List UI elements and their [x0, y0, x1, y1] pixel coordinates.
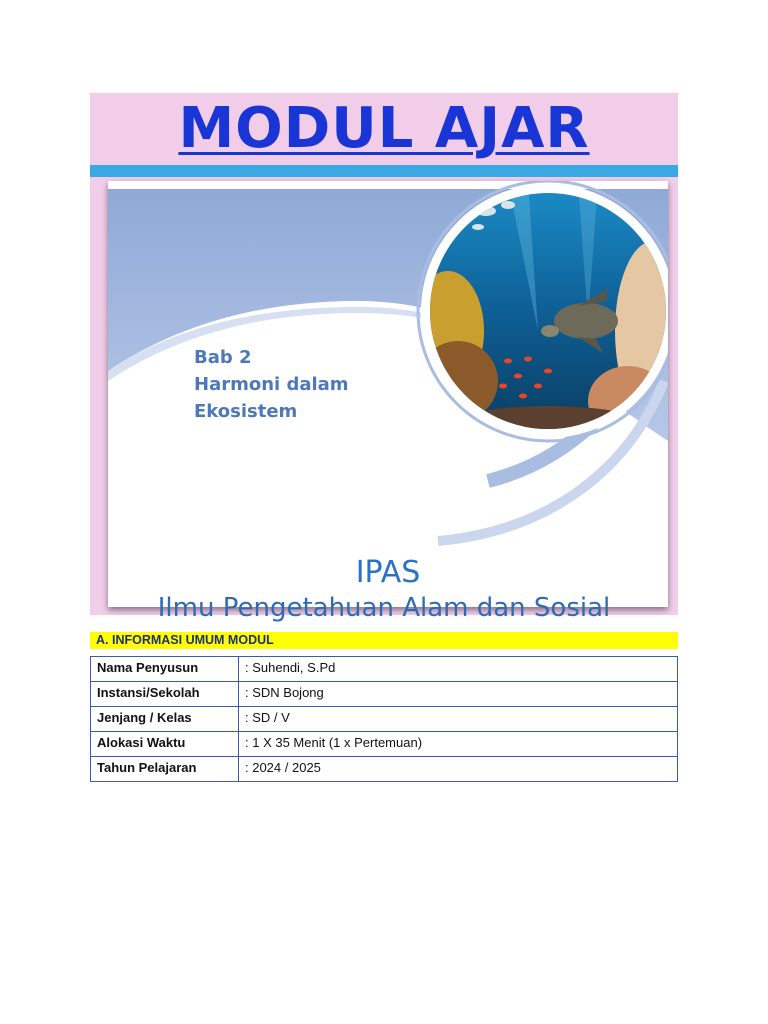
- row-label: Tahun Pelajaran: [91, 757, 239, 782]
- table-row: [91, 682, 678, 707]
- row-value: : SDN Bojong: [239, 682, 678, 707]
- row-value: : Suhendi, S.Pd: [239, 657, 678, 682]
- chapter-line: Harmoni dalam: [194, 374, 349, 395]
- row-value: : SD / V: [239, 707, 678, 732]
- cover-illustration: [108, 181, 668, 607]
- table-row: [91, 707, 678, 732]
- row-label: Alokasi Waktu: [91, 732, 239, 757]
- chapter-line: Bab 2: [194, 347, 252, 368]
- row-value: : 1 X 35 Menit (1 x Pertemuan): [239, 732, 678, 757]
- section-heading: A. INFORMASI UMUM MODUL: [90, 632, 678, 649]
- row-label: Instansi/Sekolah: [91, 682, 239, 707]
- table-row: [91, 657, 678, 682]
- chapter-line: Ekosistem: [194, 401, 298, 422]
- document-title: MODUL AJAR: [178, 96, 590, 161]
- row-label: Jenjang / Kelas: [91, 707, 239, 732]
- row-value: : 2024 / 2025: [239, 757, 678, 782]
- table-row: [91, 732, 678, 757]
- row-label: Nama Penyusun: [91, 657, 239, 682]
- title-band: [90, 93, 678, 165]
- subject-full-name: Ilmu Pengetahuan Alam dan Sosial: [157, 593, 611, 623]
- info-table: [90, 656, 678, 782]
- cover-image: [108, 181, 668, 607]
- title-underline-bar: [90, 165, 678, 177]
- chapter-heading: [194, 344, 349, 425]
- table-row: [91, 757, 678, 782]
- subject-label: IPAS: [355, 555, 421, 590]
